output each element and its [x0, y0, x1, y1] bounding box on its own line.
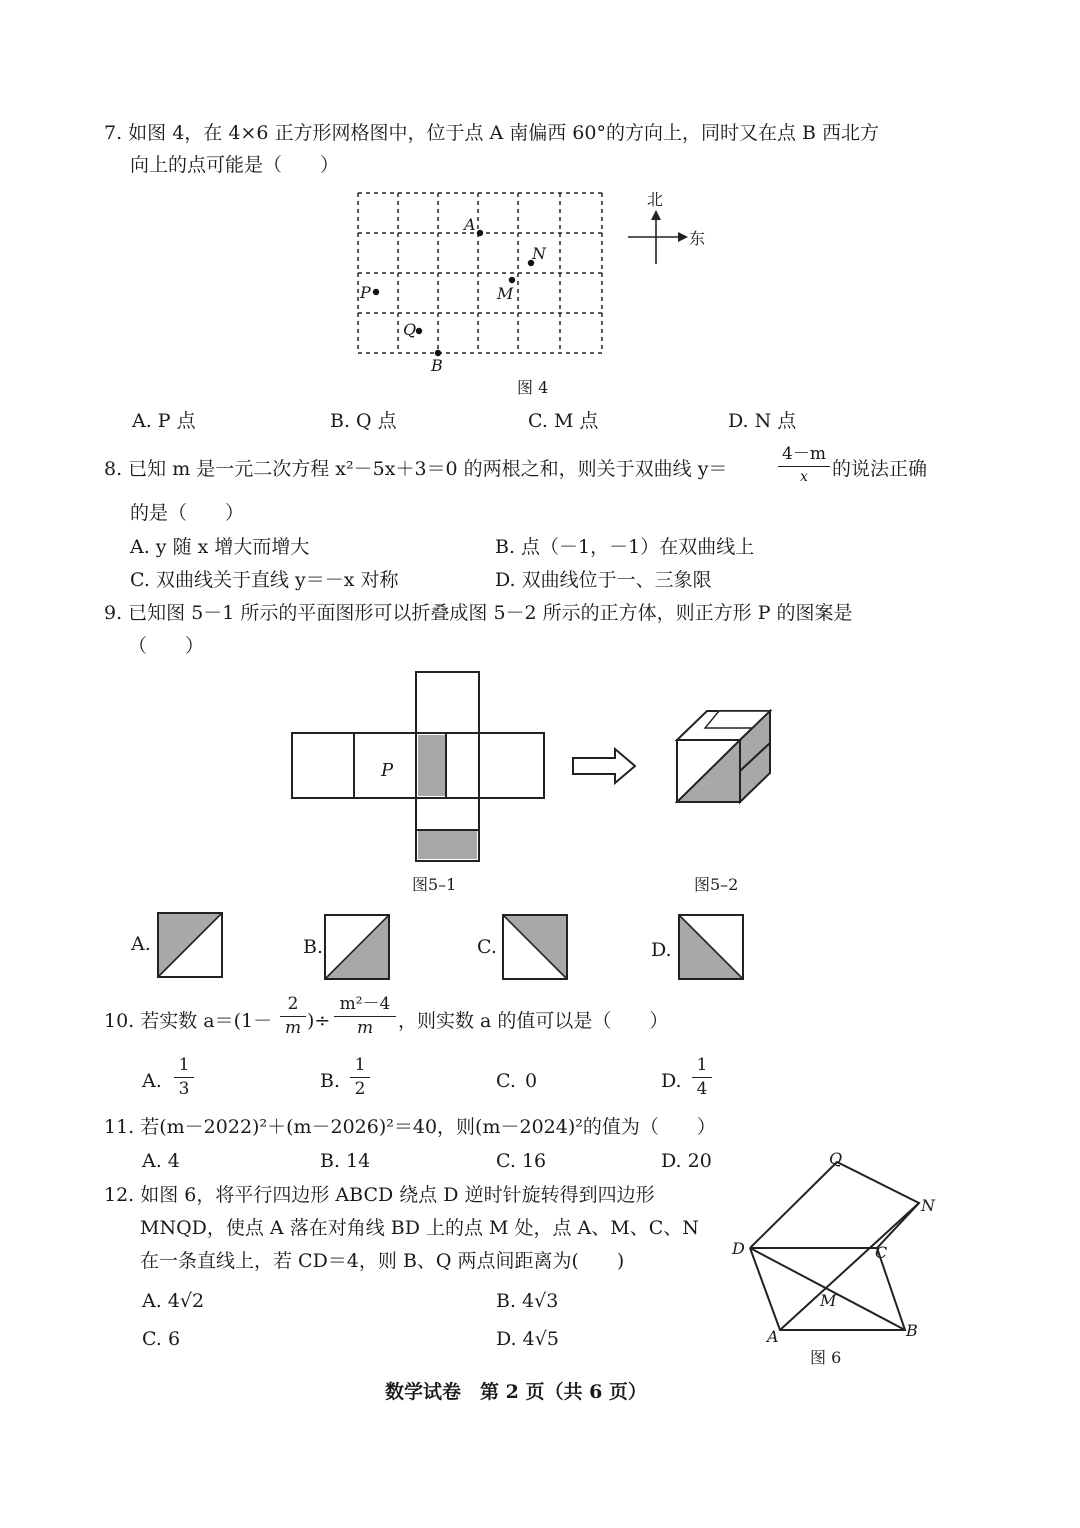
point-p-dot: [373, 289, 379, 295]
q9-option-d-pattern: [677, 913, 745, 981]
q10-option-a-den: 3: [174, 1077, 194, 1098]
q8-option-a: A. y 随 x 增大而增大: [130, 536, 310, 558]
q10-f2-num: m²－4: [339, 994, 391, 1014]
point-m-label: M: [497, 284, 514, 303]
fig6-label-a: A: [767, 1327, 779, 1346]
q10-option-a-letter: A.: [142, 1070, 162, 1092]
compass-east: 东: [689, 229, 706, 248]
point-q-label: Q: [403, 320, 417, 339]
q10-fraction-2: [334, 996, 396, 1037]
figure-6: [725, 1148, 940, 1348]
point-m-dot: [509, 277, 515, 283]
net-label-p: P: [381, 760, 394, 781]
q11-option-a: A. 4: [142, 1150, 180, 1172]
point-a-label: A: [464, 215, 476, 234]
q12-line1: 12. 如图 6，将平行四边形 ABCD 绕点 D 逆时针旋转得到四边形: [104, 1184, 655, 1206]
q11-option-d: D. 20: [661, 1150, 712, 1172]
figure-5: [285, 665, 795, 870]
q10-option-d-frac: [692, 1057, 712, 1098]
fig6-label-q: Q: [829, 1149, 843, 1168]
q9-option-d: D.: [651, 939, 672, 961]
point-b-label: B: [431, 356, 443, 375]
point-n-label: N: [532, 244, 546, 263]
point-q-dot: [416, 328, 422, 334]
q12-option-c: C. 6: [142, 1328, 181, 1350]
q7-line2: 向上的点可能是（ ）: [130, 154, 340, 176]
q12-option-a: A. 4√2: [142, 1290, 205, 1312]
q9-option-a-pattern: [156, 911, 224, 979]
figure-4-caption: 图 4: [517, 378, 549, 397]
q10-mid: )÷: [307, 1010, 331, 1032]
q8-frac-num: 4－m: [782, 444, 826, 464]
q10-option-d-letter: D.: [661, 1070, 682, 1092]
arrow-right-icon: [573, 749, 635, 783]
fig6-label-m: M: [820, 1291, 837, 1310]
q10-option-c-value: 0: [525, 1070, 538, 1092]
fig6-label-c: C: [875, 1243, 888, 1262]
net-shaded-bottom: [418, 830, 477, 859]
q7-option-c: C. M 点: [528, 410, 599, 432]
figure-4: [340, 180, 720, 380]
q9-option-b-pattern: [323, 913, 391, 981]
q9-option-a: A.: [131, 933, 151, 955]
point-a-dot: [477, 230, 483, 236]
q7-line1: 7. 如图 4，在 4×6 正方形网格图中，位于点 A 南偏西 60°的方向上，同时又在点 B 西北方: [104, 122, 880, 144]
q8-option-d: D. 双曲线位于一、三象限: [495, 569, 712, 591]
q7-option-b: B. Q 点: [330, 410, 397, 432]
figure-6-caption: 图 6: [810, 1348, 842, 1367]
q9-option-b: B.: [303, 936, 324, 958]
fig6-label-d: D: [732, 1239, 745, 1258]
q9-option-c-pattern: [501, 913, 569, 981]
q12-line3: 在一条直线上，若 CD＝4，则 B、Q 两点间距离为( ): [140, 1250, 625, 1272]
net-shaded-strip: [418, 735, 446, 796]
figure-5-2-caption: 图5–2: [694, 875, 739, 894]
q11-line1: 11. 若(m－2022)²＋(m－2026)²＝40，则(m－2024)²的值为（ ）: [104, 1116, 716, 1138]
q10-option-b-frac: [350, 1057, 370, 1098]
q10-option-b-num: 1: [354, 1055, 366, 1075]
q8-line1: 8. 已知 m 是一元二次方程 x²－5x＋3＝0 的两根之和，则关于双曲线 y＝: [104, 458, 728, 480]
page-footer: 数学试卷 第 2 页（共 6 页）: [385, 1381, 647, 1403]
q10-option-d-num: 1: [696, 1055, 708, 1075]
compass-north: 北: [647, 190, 664, 209]
q11-option-b: B. 14: [320, 1150, 371, 1172]
q7-option-a: A. P 点: [132, 410, 196, 432]
point-p-label: P: [360, 283, 371, 302]
fig6-label-b: B: [906, 1321, 918, 1340]
q10-f1-den: m: [280, 1016, 306, 1037]
q10-f1-num: 2: [287, 994, 299, 1014]
compass-icon: [628, 218, 682, 264]
q10-option-a-frac: [174, 1057, 194, 1098]
q10-option-a-num: 1: [178, 1055, 190, 1075]
q12-line2: MNQD，使点 A 落在对角线 BD 上的点 M 处，点 A、M、C、N: [140, 1217, 699, 1239]
q8-option-b: B. 点（－1，－1）在双曲线上: [495, 536, 755, 558]
q8-option-c: C. 双曲线关于直线 y＝－x 对称: [130, 569, 399, 591]
q9-line1: 9. 已知图 5－1 所示的平面图形可以折叠成图 5－2 所示的正方体，则正方形 P 的图案是: [104, 602, 853, 624]
q9-option-c: C.: [477, 936, 497, 958]
q10-option-b-letter: B.: [320, 1070, 341, 1092]
q10-suffix: ，则实数 a 的值可以是（ ）: [398, 1010, 669, 1032]
q8-frac-den: x: [778, 466, 830, 484]
q7-option-d: D. N 点: [728, 410, 797, 432]
q10-f2-den: m: [334, 1016, 396, 1037]
q12-option-b: B. 4√3: [496, 1290, 559, 1312]
q8-fraction: [778, 446, 830, 484]
fig6-label-n: N: [921, 1196, 935, 1215]
q10-option-d-den: 4: [692, 1077, 712, 1098]
q10-prefix: 10. 若实数 a＝(1－: [104, 1010, 273, 1032]
q12-option-d: D. 4√5: [496, 1328, 559, 1350]
q8-line1-tail: 的说法正确: [832, 458, 928, 480]
q10-fraction-1: [280, 996, 306, 1037]
q11-option-c: C. 16: [496, 1150, 547, 1172]
q9-line2: （ ）: [128, 635, 205, 657]
figure-5-1-caption: 图5–1: [412, 875, 457, 894]
q8-line2: 的是（ ）: [130, 502, 245, 524]
q10-option-c-letter: C.: [496, 1070, 516, 1092]
q10-option-b-den: 2: [350, 1077, 370, 1098]
